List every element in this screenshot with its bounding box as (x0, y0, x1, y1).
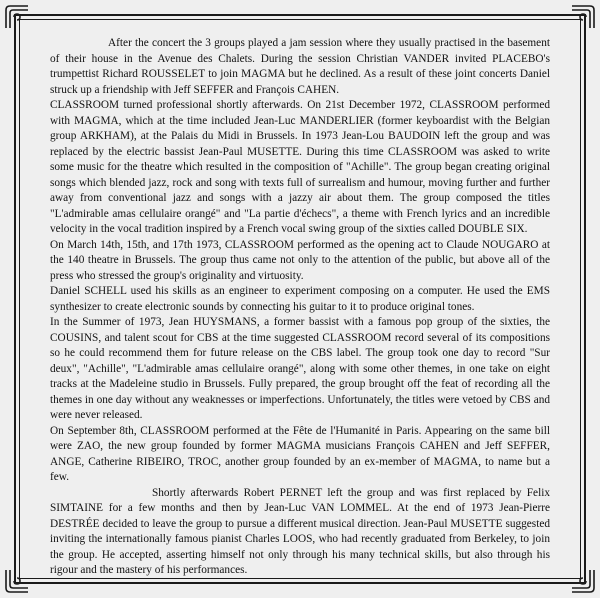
corner-ornament-icon (4, 4, 30, 30)
paragraph: CLASSROOM turned professional shortly afterwards. On 21st December 1972, CLASSROOM performed with MAGMA, which at the time included Jean-Luc MANDERLIER (former keyboardist with the Belgian group ARKHAM), at the Palais du Midi in Brussels. In 1973 Jean-Lou BAUDOIN left the group and was replaced by the electric bassist Jean-Paul MUSETTE. During this time CLASSROOM was asked to write some music for the theatre which resulted in the composition of "Achille". The group began creating original songs which blended jazz, rock and song with texts full of surrealism and humour, moving further and further away from conventional jazz and songs with a jazzy air about them. The group composed the titles "L'admirable amas cellulaire orangé" and "La partie d'échecs", a theme with French lyrics and an incredible velocity in the vocal tradition inspired by a French vocal swing group of the sixties called DOUBLE SIX. (50, 99, 550, 235)
body-text (50, 36, 550, 579)
paragraph: Shortly afterwards Robert PERNET left the group and was first replaced by Felix SIMTAINE for a few months and then by Jean-Luc VAN LOMMEL. At the end of 1973 Jean-Pierre DESTRÉE decided to leave the group to pursue a different musical direction. Jean-Paul MUSETTE suggested inviting the internationally famous pianist Charles LOOS, who had recently graduated from Berkeley, to join the group. He accepted, asserting himself not only through his many technical skills, but also through his rigour and the mastery of his performances. (50, 486, 550, 576)
corner-ornament-icon (570, 4, 596, 30)
corner-ornament-icon (570, 568, 596, 594)
corner-ornament-icon (4, 568, 30, 594)
paragraph: In the Summer of 1973, Jean HUYSMANS, a former bassist with a famous pop group of the sixties, the COUSINS, and talent scout for CBS at the time suggested CLASSROOM record several of its compositions so he could recommend them for future release on the CBS label. The group took one day to record "Sur deux", "Achille", "L'admirable amas cellulaire orangé", along with some other themes, in one take on eight tracks at the Madeleine studio in Brussels. Fully prepared, the group brought off the feat of recording all the themes in one day without any weaknesses or imperfections. Unfortunately, the titles were vetoed by CBS and were never released. (50, 316, 550, 421)
paragraph: Daniel SCHELL used his skills as an engineer to experiment composing on a computer. He used the EMS synthesizer to create electronic sounds by connecting his guitar to it to produce original tones. (50, 285, 550, 313)
paragraph: On September 8th, CLASSROOM performed at the Fête de l'Humanité in Paris. Appearing on the same bill were ZAO, the new group founded by former MAGMA musicians François CAHEN and Jeff SEFFER, ANGE, Catherine RIBEIRO, TROC, another group founded by an ex-member of MAGMA, to name but a few. (50, 424, 550, 483)
paragraph: On March 14th, 15th, and 17th 1973, CLASSROOM performed as the opening act to Claude NOUGARO at the 140 theatre in Brussels. The group thus came not only to the attention of the public, but above all of the press who stressed the group's originality and virtuosity. (50, 238, 550, 282)
paragraph: After the concert the 3 groups played a jam session where they usually practised in the basement of their house in the Avenue des Chalets. During the session Christian VANDER invited PLACEBO's trumpettist Richard ROUSSELET to join MAGMA but he declined. As a result of these joint concerts Daniel struck up a friendship with Jeff SEFFER and François CAHEN. (50, 37, 550, 96)
